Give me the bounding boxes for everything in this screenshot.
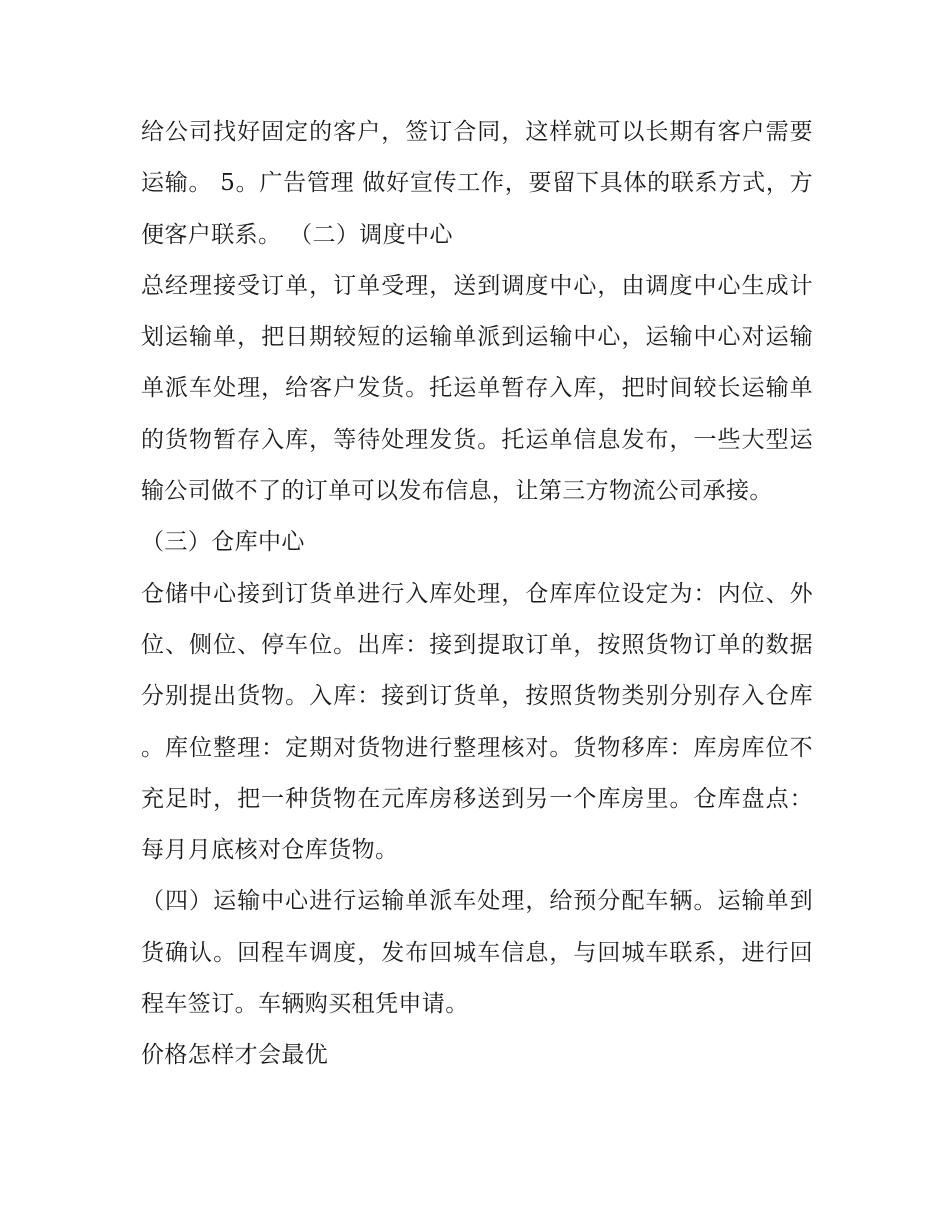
heading-warehouse-center: （三）仓库中心	[141, 529, 305, 556]
paragraph-dispatch-center: 总经理接受订单，订单受理，送到调度中心，由调度中心生成计划运输单，把日期较短的运输单派到运输中心，运输中心对运输单派车处理，给客户发货。托运单暂存入库，把时间较长运输单的货物暂存入库，等待处理发货。托运单信息发布，一些大型运输公司做不了的订单可以发布信息，让第三方物流公司承接。	[141, 272, 813, 505]
paragraph-transport-center: （四）运输中心进行运输单派车处理，给预分配车辆。运输单到货确认。回程车调度，发布回城车信息，与回城车联系，进行回程车签订。车辆购买租凭申请。	[141, 888, 813, 1018]
document-body	[141, 107, 813, 1082]
paragraph-price-optimal: 价格怎样才会最优	[141, 1042, 329, 1069]
paragraph-customer-ad: 给公司找好固定的客户，签订合同，这样就可以长期有客户需要运输。 5。广告管理 做好宣传工作，要留下具体的联系方式，方便客户联系。 （二）调度中心	[141, 119, 813, 248]
paragraph-warehouse-center: 仓储中心接到订货单进行入库处理，仓库库位设定为：内位、外位、侧位、停车位。出库：接到提取订单，按照货物订单的数据分别提出货物。入库：接到订货单，按照货物类别分别存入仓库。库位整理：定期对货物进行整理核对。货物移库：库房库位不充足时，把一种货物在元库房移送到另一个库房里。仓库盘点：每月月底核对仓库货物。	[141, 580, 813, 864]
